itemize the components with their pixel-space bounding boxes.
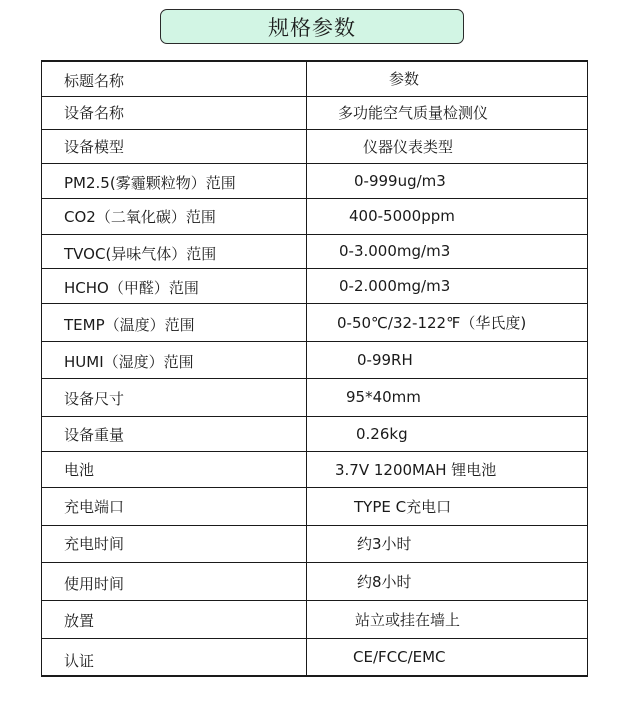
spec-value: 0-999ug/m3 bbox=[307, 163, 588, 198]
spec-label: HCHO（甲醛）范围 bbox=[42, 268, 307, 303]
spec-label: 设备尺寸 bbox=[42, 378, 307, 416]
table-row bbox=[42, 61, 588, 96]
table-row bbox=[42, 268, 588, 303]
spec-value: 参数 bbox=[307, 61, 588, 96]
spec-value: 约8小时 bbox=[307, 562, 588, 600]
spec-label: 设备重量 bbox=[42, 416, 307, 451]
spec-value: 约3小时 bbox=[307, 525, 588, 562]
table-row bbox=[42, 600, 588, 638]
spec-label: 充电时间 bbox=[42, 525, 307, 562]
spec-label: 认证 bbox=[42, 638, 307, 676]
spec-value: CE/FCC/EMC bbox=[307, 638, 588, 676]
spec-label: 放置 bbox=[42, 600, 307, 638]
table-row bbox=[42, 378, 588, 416]
table-row bbox=[42, 525, 588, 562]
table-row bbox=[42, 163, 588, 198]
spec-value: 多功能空气质量检测仪 bbox=[307, 96, 588, 129]
spec-label: HUMI（湿度）范围 bbox=[42, 341, 307, 378]
spec-label: TEMP（温度）范围 bbox=[42, 303, 307, 341]
table-row bbox=[42, 303, 588, 341]
spec-value: 0-3.000mg/m3 bbox=[307, 234, 588, 268]
spec-label: TVOC(异味气体）范围 bbox=[42, 234, 307, 268]
table-row bbox=[42, 129, 588, 163]
table-row bbox=[42, 638, 588, 676]
spec-label: PM2.5(雾霾颗粒物）范围 bbox=[42, 163, 307, 198]
table-row bbox=[42, 451, 588, 487]
spec-value: 0-2.000mg/m3 bbox=[307, 268, 588, 303]
spec-value: 3.7V 1200MAH 锂电池 bbox=[307, 451, 588, 487]
spec-value: 95*40mm bbox=[307, 378, 588, 416]
table-row bbox=[42, 562, 588, 600]
spec-value: 0-50℃/32-122℉（华氏度) bbox=[307, 303, 588, 341]
spec-label: CO2（二氧化碳）范围 bbox=[42, 198, 307, 234]
spec-table-body bbox=[42, 61, 588, 676]
spec-label: 设备名称 bbox=[42, 96, 307, 129]
table-row bbox=[42, 198, 588, 234]
spec-table bbox=[41, 60, 588, 677]
table-row bbox=[42, 416, 588, 451]
table-row bbox=[42, 341, 588, 378]
spec-value: 0.26kg bbox=[307, 416, 588, 451]
table-row bbox=[42, 96, 588, 129]
page-title: 规格参数 bbox=[160, 9, 464, 44]
spec-value: 站立或挂在墙上 bbox=[307, 600, 588, 638]
spec-label: 充电端口 bbox=[42, 487, 307, 525]
spec-value: TYPE C充电口 bbox=[307, 487, 588, 525]
spec-label: 标题名称 bbox=[42, 61, 307, 96]
table-row bbox=[42, 234, 588, 268]
spec-label: 设备模型 bbox=[42, 129, 307, 163]
spec-value: 400-5000ppm bbox=[307, 198, 588, 234]
spec-value: 0-99RH bbox=[307, 341, 588, 378]
spec-value: 仪器仪表类型 bbox=[307, 129, 588, 163]
spec-label: 电池 bbox=[42, 451, 307, 487]
table-row bbox=[42, 487, 588, 525]
spec-label: 使用时间 bbox=[42, 562, 307, 600]
